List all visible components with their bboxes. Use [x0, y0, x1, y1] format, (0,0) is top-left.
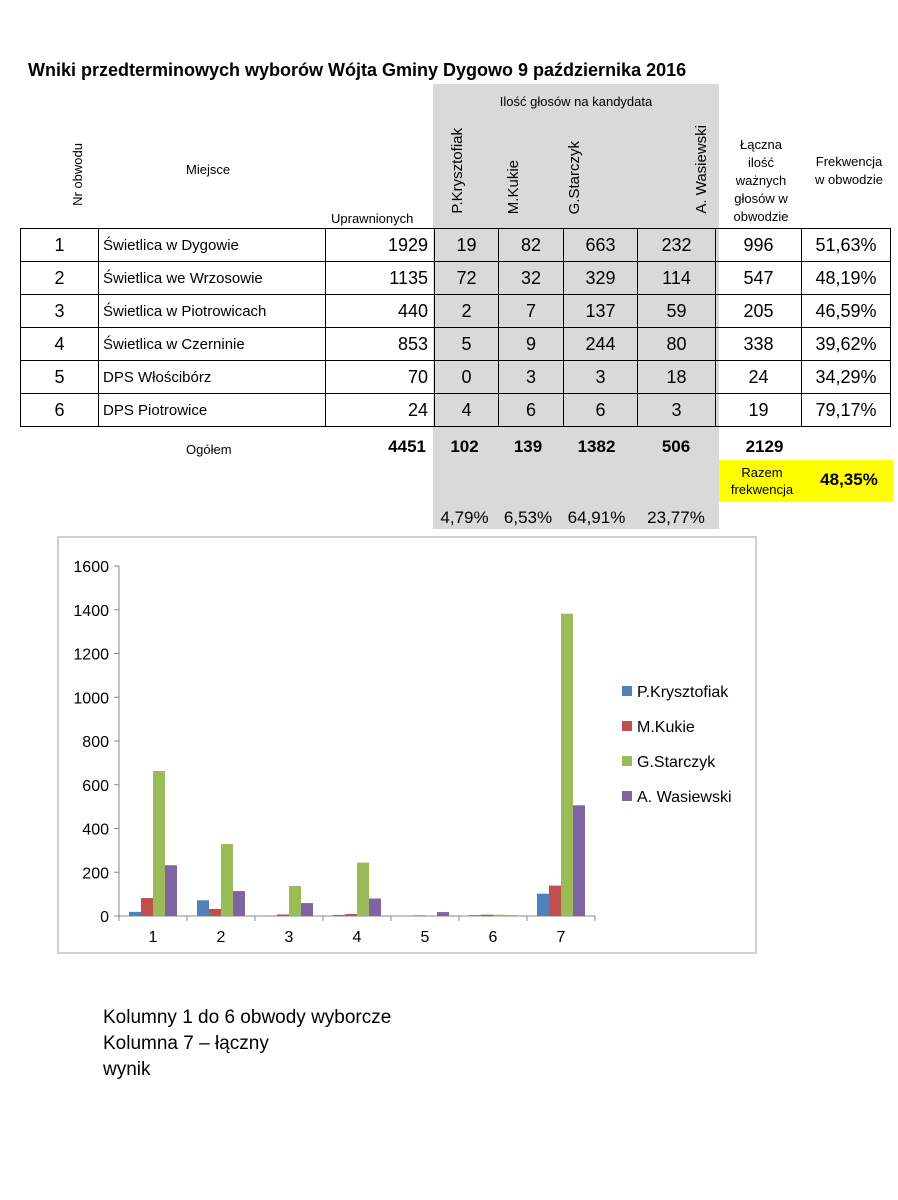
bar	[537, 894, 549, 916]
miejsce-cell: Świetlica w Piotrowicach	[99, 295, 326, 328]
y-tick-label: 200	[82, 865, 109, 883]
bar	[357, 863, 369, 916]
laczna-cell: 547	[716, 262, 802, 295]
uprawnionych-cell: 853	[326, 328, 435, 361]
votes-cell: 663	[564, 229, 638, 262]
legend-label: P.Krysztofiak	[637, 684, 729, 701]
votes-cell: 59	[638, 295, 716, 328]
miejsce-cell: Świetlica we Wrzosowie	[99, 262, 326, 295]
total-votes: 139	[513, 437, 543, 456]
votes-cell: 329	[564, 262, 638, 295]
legend-label: M.Kukie	[637, 719, 695, 736]
votes-chart	[57, 536, 757, 954]
votes-cell: 232	[638, 229, 716, 262]
miejsce-cell: Świetlica w Dygowie	[99, 229, 326, 262]
uprawnionych-cell: 1135	[326, 262, 435, 295]
x-tick-label: 2	[216, 929, 226, 946]
laczna-header: Łączna ilość ważnych głosów w obwodzie	[733, 137, 789, 224]
candidate-percent: 4,79%	[440, 508, 489, 527]
legend-swatch	[622, 721, 632, 731]
bar	[209, 909, 221, 916]
legend-label: A. Wasiewski	[637, 789, 732, 806]
uprawnionych-header: Uprawnionych	[331, 211, 414, 226]
results-table	[20, 228, 891, 427]
bar	[413, 915, 425, 916]
votes-cell: 4	[435, 394, 499, 427]
ogolem-label: Ogółem	[186, 442, 232, 457]
laczna-cell: 19	[716, 394, 802, 427]
y-tick-label: 1200	[73, 646, 109, 664]
laczna-cell: 205	[716, 295, 802, 328]
bar	[481, 915, 493, 916]
laczna-cell: 338	[716, 328, 802, 361]
cand-header-2-wrap	[488, 110, 544, 228]
y-tick-label: 600	[82, 777, 109, 795]
nr-cell: 6	[21, 394, 99, 427]
x-tick-label: 3	[284, 929, 294, 946]
bar	[129, 912, 141, 916]
bar-chart-svg	[59, 538, 755, 952]
uprawnionych-cell: 440	[326, 295, 435, 328]
votes-cell: 3	[564, 361, 638, 394]
x-tick-label: 5	[420, 929, 430, 946]
cand-header-1-wrap	[433, 110, 488, 228]
frekwencja-cell: 39,62%	[802, 328, 891, 361]
votes-cell: 114	[638, 262, 716, 295]
votes-cell: 18	[638, 361, 716, 394]
votes-cell: 3	[499, 361, 564, 394]
bar	[221, 844, 233, 916]
votes-cell: 19	[435, 229, 499, 262]
total-uprawnionych: 4451	[388, 437, 426, 456]
table-row	[21, 394, 891, 427]
razem-label: Razem frekwencja	[730, 465, 794, 497]
legend-swatch	[622, 756, 632, 766]
votes-cell: 2	[435, 295, 499, 328]
table-row	[21, 361, 891, 394]
frekwencja-cell: 34,29%	[802, 361, 891, 394]
table-row	[21, 328, 891, 361]
votes-cell: 80	[638, 328, 716, 361]
cand-header-4-wrap	[609, 110, 719, 228]
candidate-header: A. Wasiewski	[693, 125, 710, 214]
miejsce-header: Miejsce	[186, 162, 231, 177]
candidate-percent: 6,53%	[503, 508, 553, 527]
razem-value: 48,35%	[820, 470, 878, 489]
nr-cell: 3	[21, 295, 99, 328]
uprawnionych-cell: 1929	[326, 229, 435, 262]
laczna-cell: 24	[716, 361, 802, 394]
y-tick-label: 1600	[73, 559, 109, 576]
bar	[469, 915, 481, 916]
bar	[425, 915, 437, 916]
candidate-header: G.Starczyk	[566, 140, 583, 214]
total-votes: 506	[661, 437, 691, 456]
y-tick-label: 800	[82, 734, 109, 751]
votes-cell: 6	[499, 394, 564, 427]
total-laczna: 2129	[745, 437, 784, 456]
nr-obwodu-header-wrap	[60, 120, 100, 220]
frekwencja-cell: 46,59%	[802, 295, 891, 328]
bar	[345, 914, 357, 916]
laczna-cell: 996	[716, 229, 802, 262]
uprawnionych-cell: 24	[326, 394, 435, 427]
uprawnionych-cell: 70	[326, 361, 435, 394]
votes-cell: 0	[435, 361, 499, 394]
x-tick-label: 4	[352, 929, 362, 946]
votes-cell: 6	[564, 394, 638, 427]
bar	[301, 903, 313, 916]
bar	[141, 898, 153, 916]
x-tick-label: 1	[148, 929, 158, 946]
table-row	[21, 229, 891, 262]
bar	[549, 886, 561, 916]
votes-cell: 244	[564, 328, 638, 361]
votes-cell: 3	[638, 394, 716, 427]
votes-cell: 82	[499, 229, 564, 262]
nr-cell: 2	[21, 262, 99, 295]
miejsce-cell: Świetlica w Czerninie	[99, 328, 326, 361]
note-line: Kolumny 1 do 6 obwody wyborcze	[103, 1007, 392, 1028]
nr-cell: 5	[21, 361, 99, 394]
candidate-header: P.Krysztofiak	[449, 128, 466, 214]
votes-cell: 32	[499, 262, 564, 295]
table-row	[21, 295, 891, 328]
candidate-percent: 64,91%	[567, 508, 626, 527]
frekwencja-header: Frekwencja w obwodzie	[815, 154, 883, 187]
frekwencja-cell: 79,17%	[802, 394, 891, 427]
x-tick-label: 6	[488, 929, 498, 946]
frekwencja-cell: 51,63%	[802, 229, 891, 262]
bar	[505, 915, 517, 916]
cand-header-3-wrap	[544, 110, 609, 228]
bar	[233, 891, 245, 916]
bar	[277, 914, 289, 916]
votes-cell: 9	[499, 328, 564, 361]
bar	[153, 771, 165, 916]
bar	[289, 886, 301, 916]
nr-cell: 4	[21, 328, 99, 361]
votes-cell: 72	[435, 262, 499, 295]
bar	[437, 912, 449, 916]
bar	[333, 915, 345, 916]
candidate-percent: 23,77%	[647, 508, 705, 527]
miejsce-cell: DPS Włościbórz	[99, 361, 326, 394]
votes-cell: 5	[435, 328, 499, 361]
miejsce-cell: DPS Piotrowice	[99, 394, 326, 427]
bar	[561, 614, 573, 916]
page-title: Wniki przedterminowych wyborów Wójta Gminy Dygowo 9 października 2016	[28, 60, 687, 80]
nr-obwodu-header: Nr obwodu	[70, 143, 85, 206]
legend-swatch	[622, 791, 632, 801]
bar	[197, 900, 209, 916]
bar	[165, 865, 177, 916]
razem-frekwencja-box	[719, 460, 893, 502]
candidate-header: M.Kukie	[505, 159, 522, 214]
note-line: Kolumna 7 – łączny	[103, 1033, 269, 1054]
votes-header: Ilość głosów na kandydata	[499, 94, 653, 109]
y-tick-label: 400	[82, 821, 109, 839]
bar	[369, 899, 381, 917]
x-tick-label: 7	[556, 929, 566, 946]
nr-cell: 1	[21, 229, 99, 262]
table-row	[21, 262, 891, 295]
y-tick-label: 1000	[73, 690, 109, 708]
bar	[573, 805, 585, 916]
total-votes: 102	[450, 437, 479, 456]
frekwencja-cell: 48,19%	[802, 262, 891, 295]
legend-label: G.Starczyk	[637, 754, 716, 771]
note-line: wynik	[103, 1059, 151, 1080]
y-tick-label: 0	[100, 909, 109, 926]
votes-cell: 7	[499, 295, 564, 328]
y-tick-label: 1400	[73, 602, 109, 620]
bar	[493, 915, 505, 916]
votes-cell: 137	[564, 295, 638, 328]
total-votes: 1382	[577, 437, 616, 456]
legend-swatch	[622, 686, 632, 696]
